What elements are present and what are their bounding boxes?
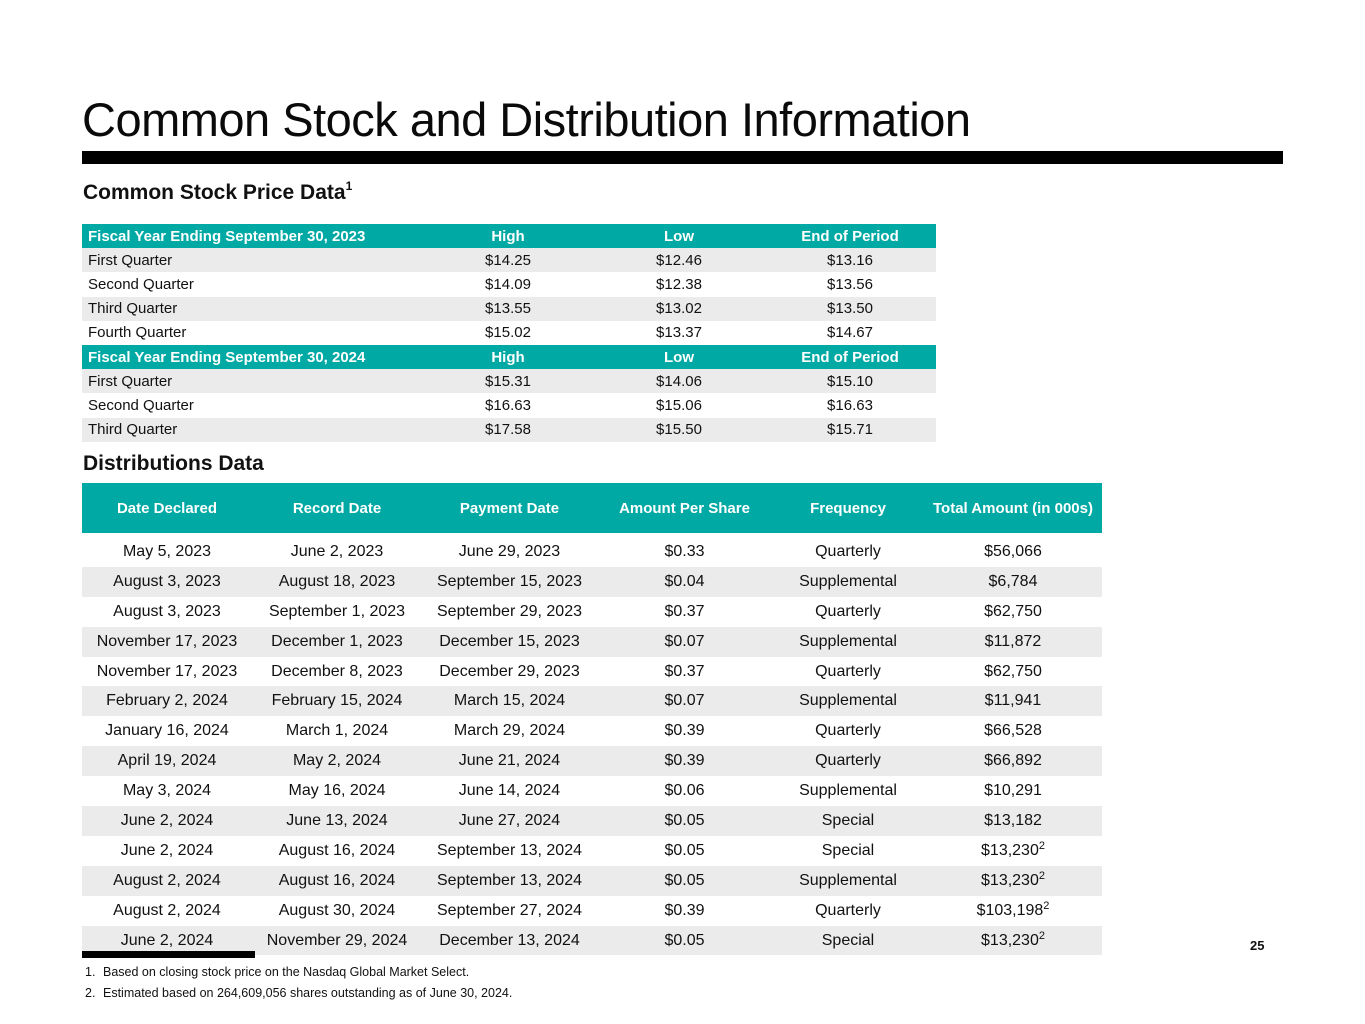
cell-value: $0.39: [664, 752, 705, 770]
table-cell: [82, 806, 252, 836]
table-row: [82, 297, 936, 321]
price-cell: $15.02: [422, 321, 594, 345]
table-cell: [422, 627, 597, 657]
cell-value: September 1, 2023: [268, 602, 406, 620]
cell-value: June 14, 2024: [458, 782, 561, 800]
table-row: [82, 321, 936, 345]
cell-value: November 29, 2024: [266, 931, 408, 949]
cell-value: $0.06: [664, 782, 705, 800]
cell-value: Supplemental: [799, 632, 897, 650]
cell-value: $56,066: [984, 542, 1042, 560]
table-cell: [597, 806, 772, 836]
table-row: [82, 896, 1102, 926]
cell-value: Special: [821, 841, 875, 859]
column-header: End of Period: [764, 224, 936, 248]
page-title: Common Stock and Distribution Information: [82, 93, 971, 146]
cell-value: $66,528: [984, 722, 1042, 740]
price-cell: $13.37: [594, 321, 764, 345]
table-cell: [924, 567, 1102, 597]
cell-value: Quarterly: [815, 752, 881, 770]
price-cell: $14.67: [764, 321, 936, 345]
table-cell: [597, 657, 772, 687]
table-cell: [422, 597, 597, 627]
cell-value: March 29, 2024: [453, 722, 566, 740]
quarter-label: First Quarter: [82, 248, 422, 272]
table-row: [82, 418, 936, 442]
table-cell: [772, 866, 924, 896]
table-cell: [422, 776, 597, 806]
quarter-label: Third Quarter: [82, 297, 422, 321]
column-header: Payment Date: [422, 483, 597, 533]
cell-value: $13,230: [981, 931, 1039, 949]
column-header: Fiscal Year Ending September 30, 2023: [82, 224, 422, 248]
table-cell: [252, 686, 422, 716]
table-cell: [82, 716, 252, 746]
table-cell: [924, 627, 1102, 657]
table-cell: [252, 776, 422, 806]
table-cell: [422, 866, 597, 896]
table-cell: [252, 537, 422, 567]
cell-value: June 2, 2024: [120, 931, 214, 949]
cell-value: Supplemental: [799, 782, 897, 800]
cell-value: June 21, 2024: [458, 752, 561, 770]
table-cell: [924, 686, 1102, 716]
table-cell: [252, 866, 422, 896]
table-cell: [422, 806, 597, 836]
table-cell: [82, 896, 252, 926]
cell-value: $0.07: [664, 632, 705, 650]
cell-value: August 3, 2023: [113, 602, 221, 620]
table-cell: [597, 836, 772, 866]
cell-value: $0.37: [664, 602, 705, 620]
column-header: Date Declared: [82, 483, 252, 533]
cell-value: February 15, 2024: [271, 692, 403, 710]
cell-value: March 15, 2024: [453, 692, 566, 710]
cell-value: March 1, 2024: [285, 722, 389, 740]
column-header: Low: [594, 345, 764, 369]
footnote-divider: [82, 951, 255, 958]
cell-value: May 5, 2023: [122, 542, 212, 560]
footnote-number: 1.: [85, 965, 96, 979]
cell-value: Quarterly: [815, 542, 881, 560]
cell-value: Quarterly: [815, 901, 881, 919]
cell-value: $11,941: [984, 692, 1042, 710]
table-cell: [252, 896, 422, 926]
cell-value: $13,230: [981, 871, 1039, 889]
table-cell: [422, 537, 597, 567]
table-cell: [82, 836, 252, 866]
table-row: [82, 657, 1102, 687]
footnote-ref: 2: [1038, 869, 1045, 882]
column-header: Record Date: [252, 483, 422, 533]
table-row: [82, 537, 1102, 567]
table-cell: [772, 597, 924, 627]
cell-value: November 17, 2023: [96, 662, 238, 680]
cell-value: $0.39: [664, 722, 705, 740]
table-cell: [924, 806, 1102, 836]
table-row: [82, 248, 936, 272]
cell-value: $0.05: [664, 811, 705, 829]
table-cell: [422, 896, 597, 926]
cell-value: June 2, 2023: [290, 542, 384, 560]
footnote-number: 2.: [85, 986, 96, 1000]
column-header: Low: [594, 224, 764, 248]
cell-value: $0.04: [664, 572, 705, 590]
cell-value: August 16, 2024: [278, 871, 396, 889]
table-cell: [252, 716, 422, 746]
table-cell: [82, 686, 252, 716]
table-cell: [252, 597, 422, 627]
table-cell: [924, 896, 1102, 926]
cell-value: February 2, 2024: [106, 692, 228, 710]
cell-value: $103,198: [976, 901, 1044, 919]
title-divider: [82, 151, 1283, 164]
table-cell: [422, 716, 597, 746]
price-cell: $15.10: [764, 369, 936, 393]
table-cell: [772, 836, 924, 866]
cell-value: $10,291: [984, 782, 1042, 800]
table-row: [82, 369, 936, 393]
table-cell: [772, 627, 924, 657]
price-cell: $14.06: [594, 369, 764, 393]
table-cell: [422, 926, 597, 956]
stock-price-table: [82, 224, 936, 442]
table-cell: [597, 866, 772, 896]
cell-value: Special: [821, 811, 875, 829]
table-cell: [252, 627, 422, 657]
price-cell: $15.50: [594, 418, 764, 442]
fiscal-year-header-row: [82, 345, 936, 369]
table-cell: [252, 806, 422, 836]
table-cell: [772, 806, 924, 836]
price-cell: $13.55: [422, 297, 594, 321]
quarter-label: Fourth Quarter: [82, 321, 422, 345]
table-cell: [772, 896, 924, 926]
cell-value: December 13, 2024: [439, 931, 580, 949]
cell-value: May 3, 2024: [122, 782, 212, 800]
cell-value: Quarterly: [815, 602, 881, 620]
table-cell: [924, 776, 1102, 806]
column-header: End of Period: [764, 345, 936, 369]
price-cell: $16.63: [764, 393, 936, 417]
cell-value: $66,892: [984, 752, 1042, 770]
table-cell: [772, 926, 924, 956]
table-cell: [772, 686, 924, 716]
table-cell: [422, 567, 597, 597]
price-cell: $17.58: [422, 418, 594, 442]
cell-value: September 15, 2023: [437, 572, 582, 590]
table-row: [82, 776, 1102, 806]
quarter-label: Third Quarter: [82, 418, 422, 442]
table-cell: [82, 567, 252, 597]
table-cell: [422, 686, 597, 716]
cell-value: May 16, 2024: [288, 782, 386, 800]
table-cell: [252, 657, 422, 687]
cell-value: September 29, 2023: [437, 602, 582, 620]
footnote-ref: 1: [345, 179, 353, 193]
table-cell: [82, 597, 252, 627]
price-cell: $12.38: [594, 272, 764, 296]
footnote-text: Based on closing stock price on the Nasdaq Global Market Select.: [103, 965, 470, 979]
table-cell: [597, 746, 772, 776]
table-cell: [924, 746, 1102, 776]
cell-value: $0.37: [664, 662, 705, 680]
price-cell: $15.06: [594, 393, 764, 417]
table-row: [82, 597, 1102, 627]
price-cell: $13.16: [764, 248, 936, 272]
distributions-table: [82, 483, 1102, 955]
price-cell: $15.71: [764, 418, 936, 442]
cell-value: August 2, 2024: [113, 871, 221, 889]
table-cell: [597, 776, 772, 806]
price-cell: $13.56: [764, 272, 936, 296]
cell-value: $13,230: [981, 841, 1039, 859]
table-cell: [597, 686, 772, 716]
table-cell: [924, 597, 1102, 627]
column-header: Frequency: [772, 483, 924, 533]
cell-value: November 17, 2023: [96, 632, 238, 650]
cell-value: Supplemental: [799, 572, 897, 590]
table-row: [82, 393, 936, 417]
cell-value: $62,750: [984, 602, 1042, 620]
table-cell: [597, 716, 772, 746]
stock-price-heading-text: Common Stock Price Data: [83, 181, 346, 204]
table-cell: [924, 926, 1102, 956]
table-cell: [252, 836, 422, 866]
table-row: [82, 716, 1102, 746]
cell-value: Quarterly: [815, 722, 881, 740]
quarter-label: Second Quarter: [82, 272, 422, 296]
table-cell: [82, 776, 252, 806]
cell-value: May 2, 2024: [292, 752, 382, 770]
cell-value: September 13, 2024: [437, 871, 582, 889]
table-cell: [924, 836, 1102, 866]
cell-value: June 2, 2024: [120, 841, 214, 859]
table-cell: [597, 926, 772, 956]
table-row: [82, 567, 1102, 597]
cell-value: December 8, 2023: [271, 662, 403, 680]
price-cell: $13.50: [764, 297, 936, 321]
cell-value: September 13, 2024: [437, 841, 582, 859]
table-cell: [924, 866, 1102, 896]
page-number: 25: [1250, 938, 1265, 953]
footnote-text: Estimated based on 264,609,056 shares outstanding as of June 30, 2024.: [103, 986, 513, 1000]
price-cell: $16.63: [422, 393, 594, 417]
table-cell: [82, 627, 252, 657]
table-cell: [924, 716, 1102, 746]
cell-value: Quarterly: [815, 662, 881, 680]
cell-value: Supplemental: [799, 871, 897, 889]
price-cell: $14.25: [422, 248, 594, 272]
table-cell: [422, 657, 597, 687]
column-header: Amount Per Share: [597, 483, 772, 533]
cell-value: August 18, 2023: [278, 572, 396, 590]
table-cell: [772, 776, 924, 806]
table-cell: [772, 657, 924, 687]
table-row: [82, 746, 1102, 776]
quarter-label: Second Quarter: [82, 393, 422, 417]
cell-value: August 3, 2023: [113, 572, 221, 590]
distributions-header-row: [82, 483, 1102, 533]
table-cell: [772, 716, 924, 746]
cell-value: June 2, 2024: [120, 811, 214, 829]
table-row: [82, 272, 936, 296]
cell-value: August 30, 2024: [278, 901, 396, 919]
distributions-heading: Distributions Data: [83, 452, 264, 475]
table-row: [82, 806, 1102, 836]
quarter-label: First Quarter: [82, 369, 422, 393]
table-cell: [597, 567, 772, 597]
footnote-ref: 2: [1043, 899, 1050, 912]
table-cell: [422, 746, 597, 776]
table-cell: [252, 926, 422, 956]
cell-value: August 2, 2024: [113, 901, 221, 919]
table-cell: [82, 657, 252, 687]
fiscal-year-header-row: [82, 224, 936, 248]
table-row: [82, 866, 1102, 896]
cell-value: Supplemental: [799, 692, 897, 710]
cell-value: June 27, 2024: [458, 811, 561, 829]
cell-value: $13,182: [984, 811, 1042, 829]
price-cell: $15.31: [422, 369, 594, 393]
column-header: Total Amount (in 000s): [924, 483, 1102, 533]
table-cell: [772, 537, 924, 567]
column-header: High: [422, 224, 594, 248]
footnote-ref: 2: [1038, 929, 1045, 942]
footnote: [85, 964, 512, 985]
cell-value: September 27, 2024: [437, 901, 582, 919]
cell-value: December 1, 2023: [271, 632, 403, 650]
table-cell: [772, 746, 924, 776]
table-row: [82, 836, 1102, 866]
table-cell: [82, 746, 252, 776]
footnotes: [85, 964, 512, 1006]
table-cell: [597, 627, 772, 657]
table-cell: [82, 866, 252, 896]
cell-value: $62,750: [984, 662, 1042, 680]
table-cell: [924, 657, 1102, 687]
cell-value: $0.05: [664, 871, 705, 889]
cell-value: April 19, 2024: [117, 752, 217, 770]
table-cell: [422, 836, 597, 866]
cell-value: June 29, 2023: [458, 542, 561, 560]
cell-value: $0.05: [664, 841, 705, 859]
table-cell: [924, 537, 1102, 567]
price-cell: $14.09: [422, 272, 594, 296]
cell-value: $6,784: [988, 572, 1038, 590]
stock-price-heading: [83, 181, 352, 205]
cell-value: $0.39: [664, 901, 705, 919]
cell-value: August 16, 2024: [278, 841, 396, 859]
column-header: High: [422, 345, 594, 369]
table-cell: [252, 567, 422, 597]
cell-value: $0.33: [664, 542, 705, 560]
table-cell: [252, 746, 422, 776]
cell-value: December 29, 2023: [439, 662, 580, 680]
price-cell: $13.02: [594, 297, 764, 321]
cell-value: $0.05: [664, 931, 705, 949]
price-cell: $12.46: [594, 248, 764, 272]
table-cell: [772, 567, 924, 597]
footnote-ref: 2: [1038, 839, 1045, 852]
table-cell: [597, 896, 772, 926]
table-cell: [597, 597, 772, 627]
table-row: [82, 686, 1102, 716]
cell-value: $0.07: [664, 692, 705, 710]
cell-value: $11,872: [984, 632, 1042, 650]
table-row: [82, 627, 1102, 657]
table-cell: [597, 537, 772, 567]
column-header: Fiscal Year Ending September 30, 2024: [82, 345, 422, 369]
cell-value: Special: [821, 931, 875, 949]
cell-value: June 13, 2024: [286, 811, 388, 829]
table-cell: [82, 537, 252, 567]
cell-value: January 16, 2024: [105, 722, 229, 740]
footnote: [85, 985, 512, 1006]
cell-value: December 15, 2023: [439, 632, 580, 650]
